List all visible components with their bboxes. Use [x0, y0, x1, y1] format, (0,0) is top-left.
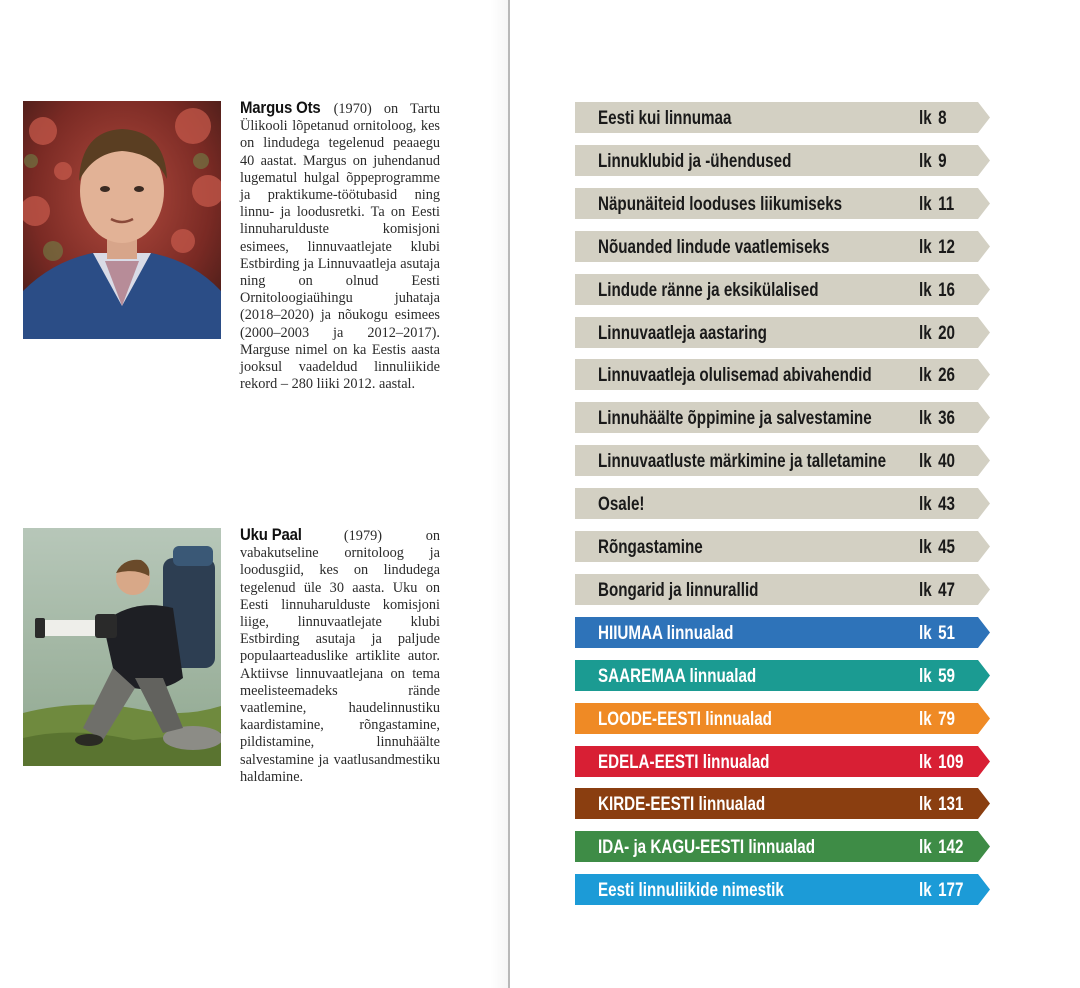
- toc-page-label: lk: [919, 323, 932, 344]
- toc-entry-page: [919, 574, 955, 605]
- toc-page-label: lk: [919, 451, 932, 472]
- toc-entry-title: Osale!: [598, 494, 645, 515]
- toc-entry-title: Linnuhäälte õppimine ja salvestamine: [598, 408, 872, 429]
- toc-entry[interactable]: [575, 574, 990, 605]
- toc-entry[interactable]: [575, 102, 990, 133]
- toc-page-number: 109: [938, 752, 964, 773]
- toc-entry-page: [919, 317, 955, 348]
- toc-page-number: 20: [938, 323, 955, 344]
- toc-page-number: 8: [938, 108, 947, 129]
- toc-page-number: 177: [938, 880, 964, 901]
- toc-entry[interactable]: [575, 703, 990, 734]
- toc-entry[interactable]: [575, 488, 990, 519]
- toc-page-label: lk: [919, 709, 932, 730]
- gutter-shadow: [490, 0, 508, 988]
- toc-page-number: 9: [938, 151, 947, 172]
- toc-entry-page: [919, 788, 963, 819]
- toc-entry-title: Linnuklubid ja -ühendused: [598, 151, 792, 172]
- toc-page-label: lk: [919, 365, 932, 386]
- toc-entry-page: [919, 274, 955, 305]
- toc-page-label: lk: [919, 666, 932, 687]
- toc-entry-title: Eesti kui linnumaa: [598, 108, 732, 129]
- toc-page-label: lk: [919, 752, 932, 773]
- toc-entry-title: KIRDE-EESTI linnualad: [598, 794, 766, 815]
- toc-page-label: lk: [919, 237, 932, 258]
- toc-entry[interactable]: [575, 831, 990, 862]
- toc-entry[interactable]: [575, 445, 990, 476]
- toc-entry-page: [919, 660, 955, 691]
- toc-entry[interactable]: [575, 531, 990, 562]
- toc-page-number: 79: [938, 709, 955, 730]
- left-page: [0, 0, 508, 988]
- toc-page-label: lk: [919, 537, 932, 558]
- toc-entry[interactable]: [575, 874, 990, 905]
- toc-entry-page: [919, 617, 955, 648]
- toc-entry[interactable]: [575, 145, 990, 176]
- toc-entry-page: [919, 145, 947, 176]
- toc-entry-page: [919, 188, 954, 219]
- toc-page-number: 47: [938, 580, 955, 601]
- toc-entry[interactable]: [575, 746, 990, 777]
- toc-entry-page: [919, 231, 955, 262]
- toc-entry-title: Lindude ränne ja eksikülalised: [598, 280, 819, 301]
- toc-entry-page: [919, 703, 955, 734]
- toc-page-number: 45: [938, 537, 955, 558]
- toc-page-label: lk: [919, 108, 932, 129]
- author-name: Uku Paal: [240, 525, 302, 544]
- toc-entry-title: Linnuvaatluste märkimine ja talletamine: [598, 451, 887, 472]
- toc-entry-title: IDA- ja KAGU-EESTI linnualad: [598, 837, 816, 858]
- toc-entry-title: LOODE-EESTI linnualad: [598, 709, 772, 730]
- toc-entry-page: [919, 402, 955, 433]
- toc-entry-page: [919, 831, 963, 862]
- toc-entry-page: [919, 531, 955, 562]
- toc-entry[interactable]: [575, 231, 990, 262]
- toc-entry-title: Nõuanded lindude vaatlemiseks: [598, 237, 830, 258]
- toc-entry[interactable]: [575, 317, 990, 348]
- author-photo-margus-ots: [23, 101, 221, 339]
- author-bio-margus-ots: [240, 99, 440, 393]
- toc-page-number: 16: [938, 280, 955, 301]
- toc-page-number: 142: [938, 837, 964, 858]
- toc-entry[interactable]: [575, 274, 990, 305]
- toc-entry[interactable]: [575, 660, 990, 691]
- toc-entry[interactable]: [575, 188, 990, 219]
- toc-entry-title: EDELA-EESTI linnualad: [598, 752, 770, 773]
- toc-entry-page: [919, 102, 947, 133]
- toc-page-label: lk: [919, 194, 932, 215]
- toc-page-number: 11: [938, 194, 955, 215]
- toc-page-label: lk: [919, 837, 932, 858]
- toc-page-label: lk: [919, 580, 932, 601]
- toc-entry-page: [919, 874, 963, 905]
- toc-entry-title: Rõngastamine: [598, 537, 703, 558]
- toc-entry-title: Linnuvaatleja aastaring: [598, 323, 767, 344]
- toc-page-label: lk: [919, 408, 932, 429]
- toc-entry-title: HIIUMAA linnualad: [598, 623, 734, 644]
- toc-entry-title: Linnuvaatleja olulisemad abivahendid: [598, 365, 872, 386]
- toc-page-number: 131: [938, 794, 964, 815]
- toc-page-number: 59: [938, 666, 955, 687]
- toc-entry-page: [919, 746, 963, 777]
- toc-entry-title: SAAREMAA linnualad: [598, 666, 757, 687]
- toc-page-label: lk: [919, 151, 932, 172]
- toc-page-label: lk: [919, 280, 932, 301]
- toc-entry-title: Bongarid ja linnurallid: [598, 580, 759, 601]
- toc-entry-page: [919, 445, 955, 476]
- toc-entry-title: Eesti linnuliikide nimestik: [598, 880, 784, 901]
- author-photo-uku-paal: [23, 528, 221, 766]
- toc-page-label: lk: [919, 794, 932, 815]
- toc-page-number: 36: [938, 408, 955, 429]
- toc-entry[interactable]: [575, 788, 990, 819]
- toc-entry-page: [919, 359, 955, 390]
- toc-page-number: 43: [938, 494, 955, 515]
- toc-entry-title: Näpunäiteid looduses liikumiseks: [598, 194, 843, 215]
- toc-page-label: lk: [919, 623, 932, 644]
- toc-page-number: 51: [938, 623, 955, 644]
- toc-page-label: lk: [919, 494, 932, 515]
- author-bio-text: (1979) on vabakutseline ornitoloog ja loodusgiid, kes on lindudega tegelenud üle 30 aasta. Uku on Eesti linnuharulduste komisjoni liige, linnuvaatlejate klubi Estbirding asutaja ja paljude populaarteaduslike artiklite autor. Aktiivse linnuvaatlejana on tema meelisteemadeks rände vaatlemine, haudelinnustiku kaardistamine, rõngastamine, pildistamine, linnuhäälte salvestamine ja vaatlusandmestiku haldamine.: [240, 528, 440, 785]
- right-page: [510, 0, 1080, 988]
- toc-page-label: lk: [919, 880, 932, 901]
- author-name: Margus Ots: [240, 98, 321, 117]
- toc-entry-page: [919, 488, 955, 519]
- toc-page-number: 12: [938, 237, 955, 258]
- toc-entry[interactable]: [575, 402, 990, 433]
- toc-page-number: 40: [938, 451, 955, 472]
- toc-page-number: 26: [938, 365, 955, 386]
- toc-entry[interactable]: [575, 617, 990, 648]
- author-bio-uku-paal: [240, 526, 440, 786]
- toc-entry[interactable]: [575, 359, 990, 390]
- author-bio-text: (1970) on Tartu Ülikooli lõpetanud ornitoloog, kes on lindudega tegelenud peaaegu 40 aastat. Margus on juhendanud lugematul hulgal õppeprogramme ja praktikume-töötubasid ning linnu- ja loodusretki. Ta on Eesti linnuharulduste komisjoni esimees, linnuvaatlejate klubi Estbirding ja Linnuvaatleja asutaja ning on olnud Eesti Ornitoloogiaühingu juhataja (2018–2020) ja nõukogu esimees (2000–2003 ja 2012–2017). Marguse nimel on ka Eestis aasta jooksul vaadeldud linnuliikide rekord – 280 liiki 2012. aastal.: [240, 101, 440, 393]
